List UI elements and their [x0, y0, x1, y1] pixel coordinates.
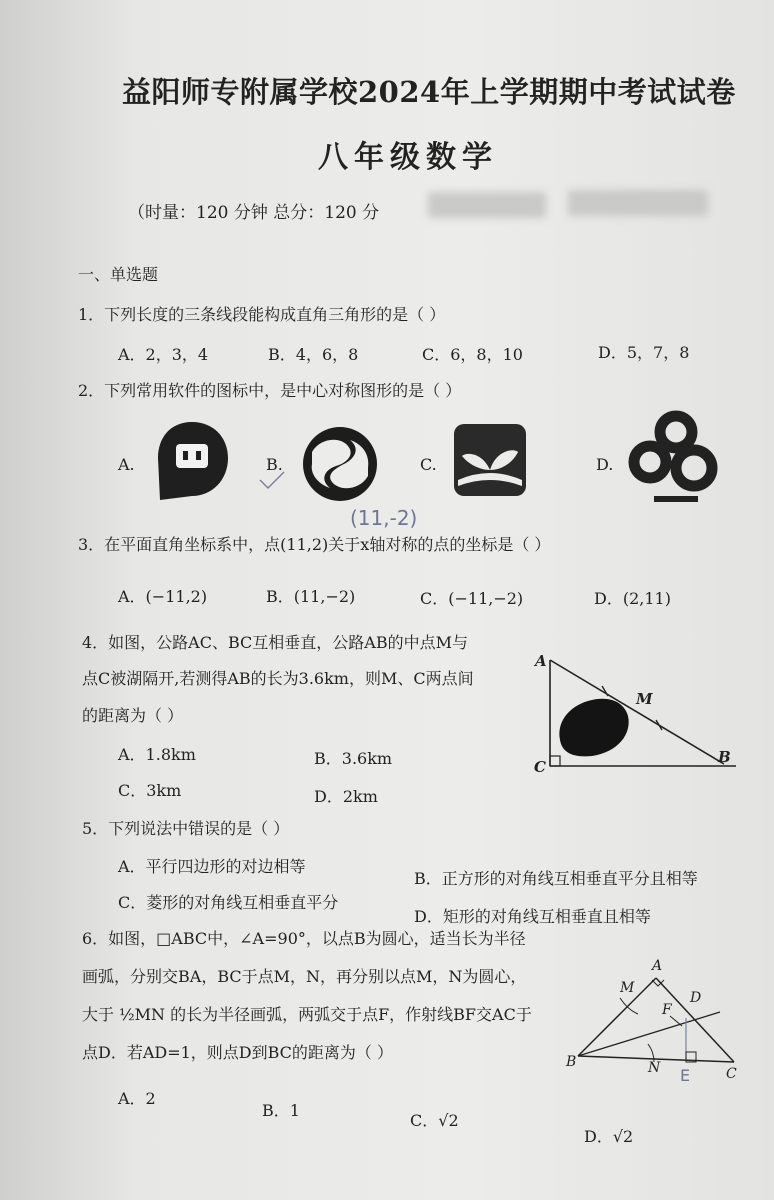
q4-option-d: D．2km: [314, 787, 378, 806]
question-5-stem: 5．下列说法中错误的是（ ）: [82, 819, 290, 838]
swirl-s-icon: [300, 424, 380, 504]
question-3-stem: 3．在平面直角坐标系中，点(11,2)关于x轴对称的点的坐标是（ ）: [78, 535, 551, 554]
q2-option-b: B.: [266, 455, 283, 474]
q6-option-c: C．√2: [410, 1111, 459, 1130]
q1-option-a: A．2，3，4: [118, 345, 209, 364]
q2-option-c: C.: [420, 455, 437, 474]
three-rings-icon: [628, 410, 724, 506]
question-6-line-3: 大于 ½MN 的长为半径画弧，两弧交于点F，作射线BF交AC于: [82, 1005, 532, 1024]
chat-bubble-icon: [152, 418, 232, 504]
q1-option-b: B．4，6，8: [268, 345, 359, 364]
q4-triangle-figure: [528, 648, 740, 776]
q5-option-a: A．平行四边形的对边相等: [118, 857, 306, 876]
q4-option-c: C．3km: [118, 781, 182, 800]
exam-meta: （时量：120 分钟 总分：120 分: [128, 203, 380, 223]
q3-option-a: A．(−11,2): [118, 587, 208, 606]
q3-option-c: C．(−11,−2): [420, 589, 524, 608]
question-4-line-1: 4．如图，公路AC、BC互相垂直，公路AB的中点M与: [82, 633, 468, 652]
section-heading: 一、单选题: [78, 265, 159, 284]
q5-option-d: D．矩形的对角线互相垂直且相等: [414, 907, 651, 926]
q2-option-d: D.: [596, 455, 614, 474]
q4-label-b: B: [718, 748, 731, 766]
q1-option-c: C．6，8，10: [422, 345, 523, 364]
question-6-line-1: 6．如图，□ABC中，∠A=90°，以点B为圆心，适当长为半径: [82, 929, 526, 948]
q4-option-b: B．3.6km: [314, 749, 393, 768]
sprout-icon: [452, 422, 528, 498]
q6-option-b: B．1: [262, 1101, 300, 1120]
q5-option-c: C．菱形的对角线互相垂直平分: [118, 893, 339, 912]
q4-label-c: C: [534, 758, 546, 776]
redacted-field: [568, 190, 708, 216]
q4-option-a: A．1.8km: [118, 745, 196, 764]
q1-option-d: D．5，7，8: [598, 343, 690, 362]
question-2-stem: 2．下列常用软件的图标中，是中心对称图形的是（ ）: [78, 381, 462, 400]
pencil-check-mark: [258, 470, 286, 490]
exam-title: 益阳师专附属学校2024年上学期期中考试试卷: [122, 75, 736, 109]
question-6-line-4: 点D．若AD=1，则点D到BC的距离为（ ）: [82, 1043, 394, 1062]
handwritten-note-q3: (11,-2): [350, 506, 418, 530]
q6-label-b: B: [566, 1054, 577, 1070]
q3-option-b: B．(11,−2): [266, 587, 356, 606]
exam-subtitle: 八年级数学: [318, 140, 498, 175]
question-4-line-3: 的距离为（ ）: [82, 706, 184, 725]
q6-label-n: N: [648, 1060, 661, 1076]
question-6-line-2: 画弧，分别交BA，BC于点M，N，再分别以点M，N为圆心，: [82, 967, 527, 986]
handwritten-note-q6: E: [680, 1066, 691, 1085]
q6-label-c: C: [726, 1066, 737, 1082]
q6-option-a: A．2: [118, 1089, 156, 1108]
q6-label-a: A: [652, 958, 663, 974]
q4-label-a: A: [535, 652, 547, 670]
q6-label-f: F: [662, 1002, 672, 1018]
question-4-line-2: 点C被湖隔开,若测得AB的长为3.6km，则M、C两点间: [82, 669, 474, 688]
q6-option-d: D．√2: [584, 1127, 634, 1146]
q3-option-d: D．(2,11): [594, 589, 671, 608]
q6-label-d: D: [690, 990, 702, 1006]
q5-option-b: B．正方形的对角线互相垂直平分且相等: [414, 869, 698, 888]
q6-label-m: M: [620, 980, 635, 996]
question-1-stem: 1．下列长度的三条线段能构成直角三角形的是（ ）: [78, 305, 446, 324]
q2-option-a: A.: [118, 455, 135, 474]
q4-label-m: M: [636, 690, 653, 708]
redacted-field: [428, 192, 546, 218]
